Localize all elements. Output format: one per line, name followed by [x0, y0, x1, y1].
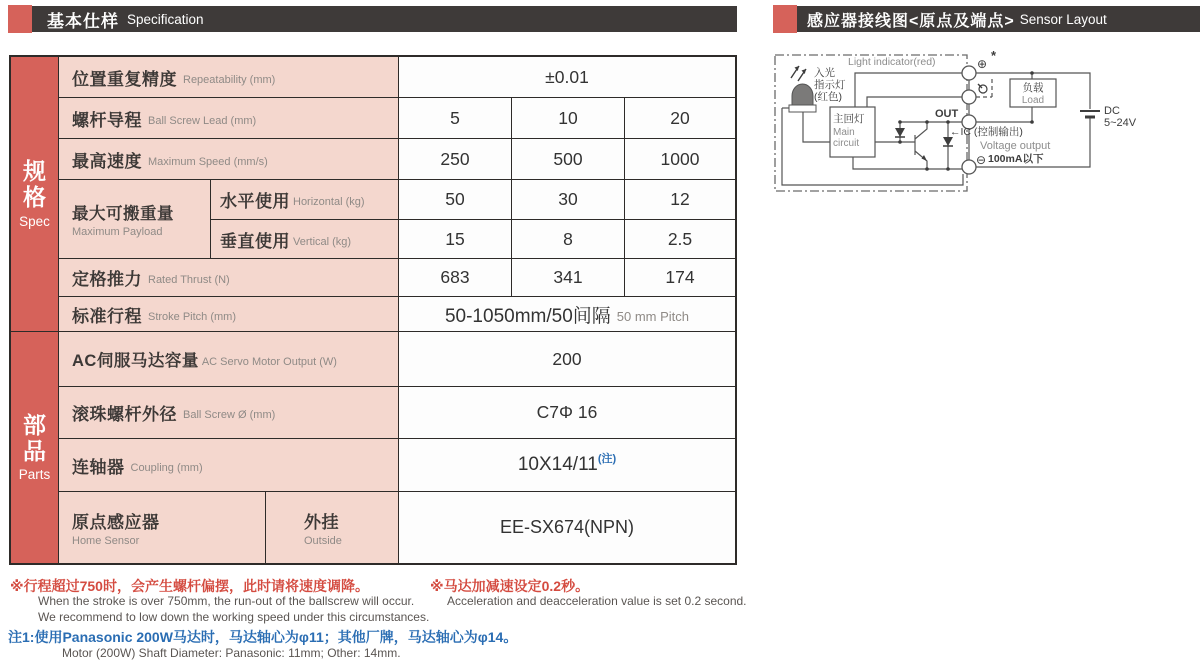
dc-voltage: 5~24V [1104, 117, 1137, 129]
value-speed-1: 250 [399, 139, 512, 180]
section-spec-zh: 规格 [22, 158, 46, 210]
row-label-stroke: 标准行程 Stroke Pitch (mm) [59, 297, 399, 332]
value-payload-h-2: 30 [512, 180, 625, 220]
specification-header [8, 6, 737, 32]
row-label-repeatability: 位置重复精度 Repeatability (mm) [59, 57, 399, 98]
value-payload-h-1: 50 [399, 180, 512, 220]
load-en: Load [1021, 95, 1045, 106]
specification-table [9, 55, 737, 565]
battery-icon [1080, 111, 1100, 117]
red-accent-square [8, 5, 32, 33]
row-label-lead: 螺杆导程 Ball Screw Lead (mm) [59, 98, 399, 139]
row-label-motor: AC伺服马达容量 AC Servo Motor Output (W) [59, 332, 399, 387]
note-motor-en: Motor (200W) Shaft Diameter: Panasonic: 11mm; Other: 14mm. [62, 646, 401, 660]
note-accel-en: Acceleration and deacceleration value is set 0.2 second. [447, 594, 747, 608]
value-lead-3: 20 [625, 98, 735, 139]
row-label-coupling: 连轴器 Coupling (mm) [59, 439, 399, 492]
specification-title-en: Specification [127, 11, 204, 27]
value-payload-v-2: 8 [512, 220, 625, 259]
sensor-layout-header-bar [797, 6, 1200, 32]
dc-label: DC [1104, 105, 1120, 117]
row-label-thrust: 定格推力 Rated Thrust (N) [59, 259, 399, 297]
terminal-minus [962, 160, 976, 174]
note-stroke-en2: We recommend to low down the working speed under this circumstances. [38, 610, 430, 624]
out-label: OUT [935, 108, 959, 120]
row-label-speed: 最高速度 Maximum Speed (mm/s) [59, 139, 399, 180]
voltage-output-label: Voltage output [980, 140, 1051, 152]
row-label-payload-vertical: 垂直使用 Vertical (kg) [211, 220, 399, 259]
value-payload-v-1: 15 [399, 220, 512, 259]
value-repeatability: ±0.01 [399, 57, 735, 98]
value-thrust-1: 683 [399, 259, 512, 297]
coupling-note-superscript: (注) [597, 453, 617, 465]
junction-dots [898, 120, 950, 171]
light-indicator-label: Light indicator(red) [848, 56, 936, 68]
junction-dot [1030, 71, 1034, 75]
note-motor-zh: 注1:使用Panasonic 200W马达时，马达轴心为φ11；其他厂牌，马达轴心为φ14。 [8, 629, 518, 645]
junction-dot [1030, 120, 1034, 124]
sensor-layout-title-en: Sensor Layout [1019, 11, 1107, 27]
zener-diodes [895, 128, 953, 161]
value-motor: 200 [399, 332, 735, 387]
value-screw-od: C7Φ 16 [399, 387, 735, 439]
plus-symbol: ⊕ [977, 57, 988, 71]
main-circuit-zh: 主回灯 [833, 113, 865, 125]
section-label-spec [11, 57, 59, 332]
row-label-screw-od: 滚珠螺杆外径 Ball Screw Ø (mm) [59, 387, 399, 439]
ic-output-label: ←IC (控制输出) [950, 126, 1023, 138]
value-coupling: 10X14/11 (注) [399, 439, 735, 492]
svg-text:Main: Main [833, 127, 855, 138]
value-lead-1: 5 [399, 98, 512, 139]
led-indicator-icon [789, 66, 816, 112]
row-label-home-sensor-outside: 外挂 Outside [266, 492, 399, 563]
asterisk: * [991, 48, 997, 63]
value-lead-2: 10 [512, 98, 625, 139]
light-label-zh-3: (红色) [814, 91, 842, 103]
value-home-sensor: EE-SX674(NPN) [399, 492, 735, 563]
value-stroke: 50-1050mm/50间隔 50 mm Pitch [399, 297, 735, 332]
terminal-l [962, 90, 976, 104]
sensor-layout-header [773, 6, 1200, 32]
section-spec-en: Spec [19, 213, 50, 229]
note-stroke-en1: When the stroke is over 750mm, the run-out of the ballscrew will occur. [38, 594, 415, 608]
light-label-zh-2: 指示灯 [814, 79, 846, 91]
note-stroke-zh: ※行程超过750时，会产生螺杆偏摆，此时请将速度调降。 [10, 578, 369, 594]
value-speed-3: 1000 [625, 139, 735, 180]
section-parts-zh: 部品 [22, 411, 46, 464]
section-parts-en: Parts [18, 467, 51, 483]
light-label-zh-1: 入光 [814, 67, 835, 79]
load-zh: 负载 [1022, 82, 1044, 94]
value-thrust-2: 341 [512, 259, 625, 297]
minus-symbol: ⊖ [976, 153, 987, 167]
red-accent-square [773, 5, 797, 33]
value-thrust-3: 174 [625, 259, 735, 297]
row-label-payload-horizontal: 水平使用 Horizontal (kg) [211, 180, 399, 220]
row-label-home-sensor: 原点感应器 Home Sensor [59, 492, 266, 563]
sensor-wiring-diagram [770, 45, 1200, 215]
terminal-plus [962, 66, 976, 80]
current-limit-label: 100mA以下 [988, 153, 1044, 165]
note-accel-zh: ※马达加减速设定0.2秒。 [430, 578, 590, 594]
value-payload-h-3: 12 [625, 180, 735, 220]
section-label-parts [11, 332, 59, 563]
specification-header-bar [32, 6, 737, 32]
value-speed-2: 500 [512, 139, 625, 180]
svg-text:circuit: circuit [833, 138, 860, 149]
value-payload-v-3: 2.5 [625, 220, 735, 259]
specification-title-zh: 基本仕样 [47, 11, 119, 31]
row-label-payload: 最大可搬重量 Maximum Payload [59, 180, 211, 259]
sensor-layout-title-zh: 感应器接线图<原点及端点> [807, 12, 1015, 30]
